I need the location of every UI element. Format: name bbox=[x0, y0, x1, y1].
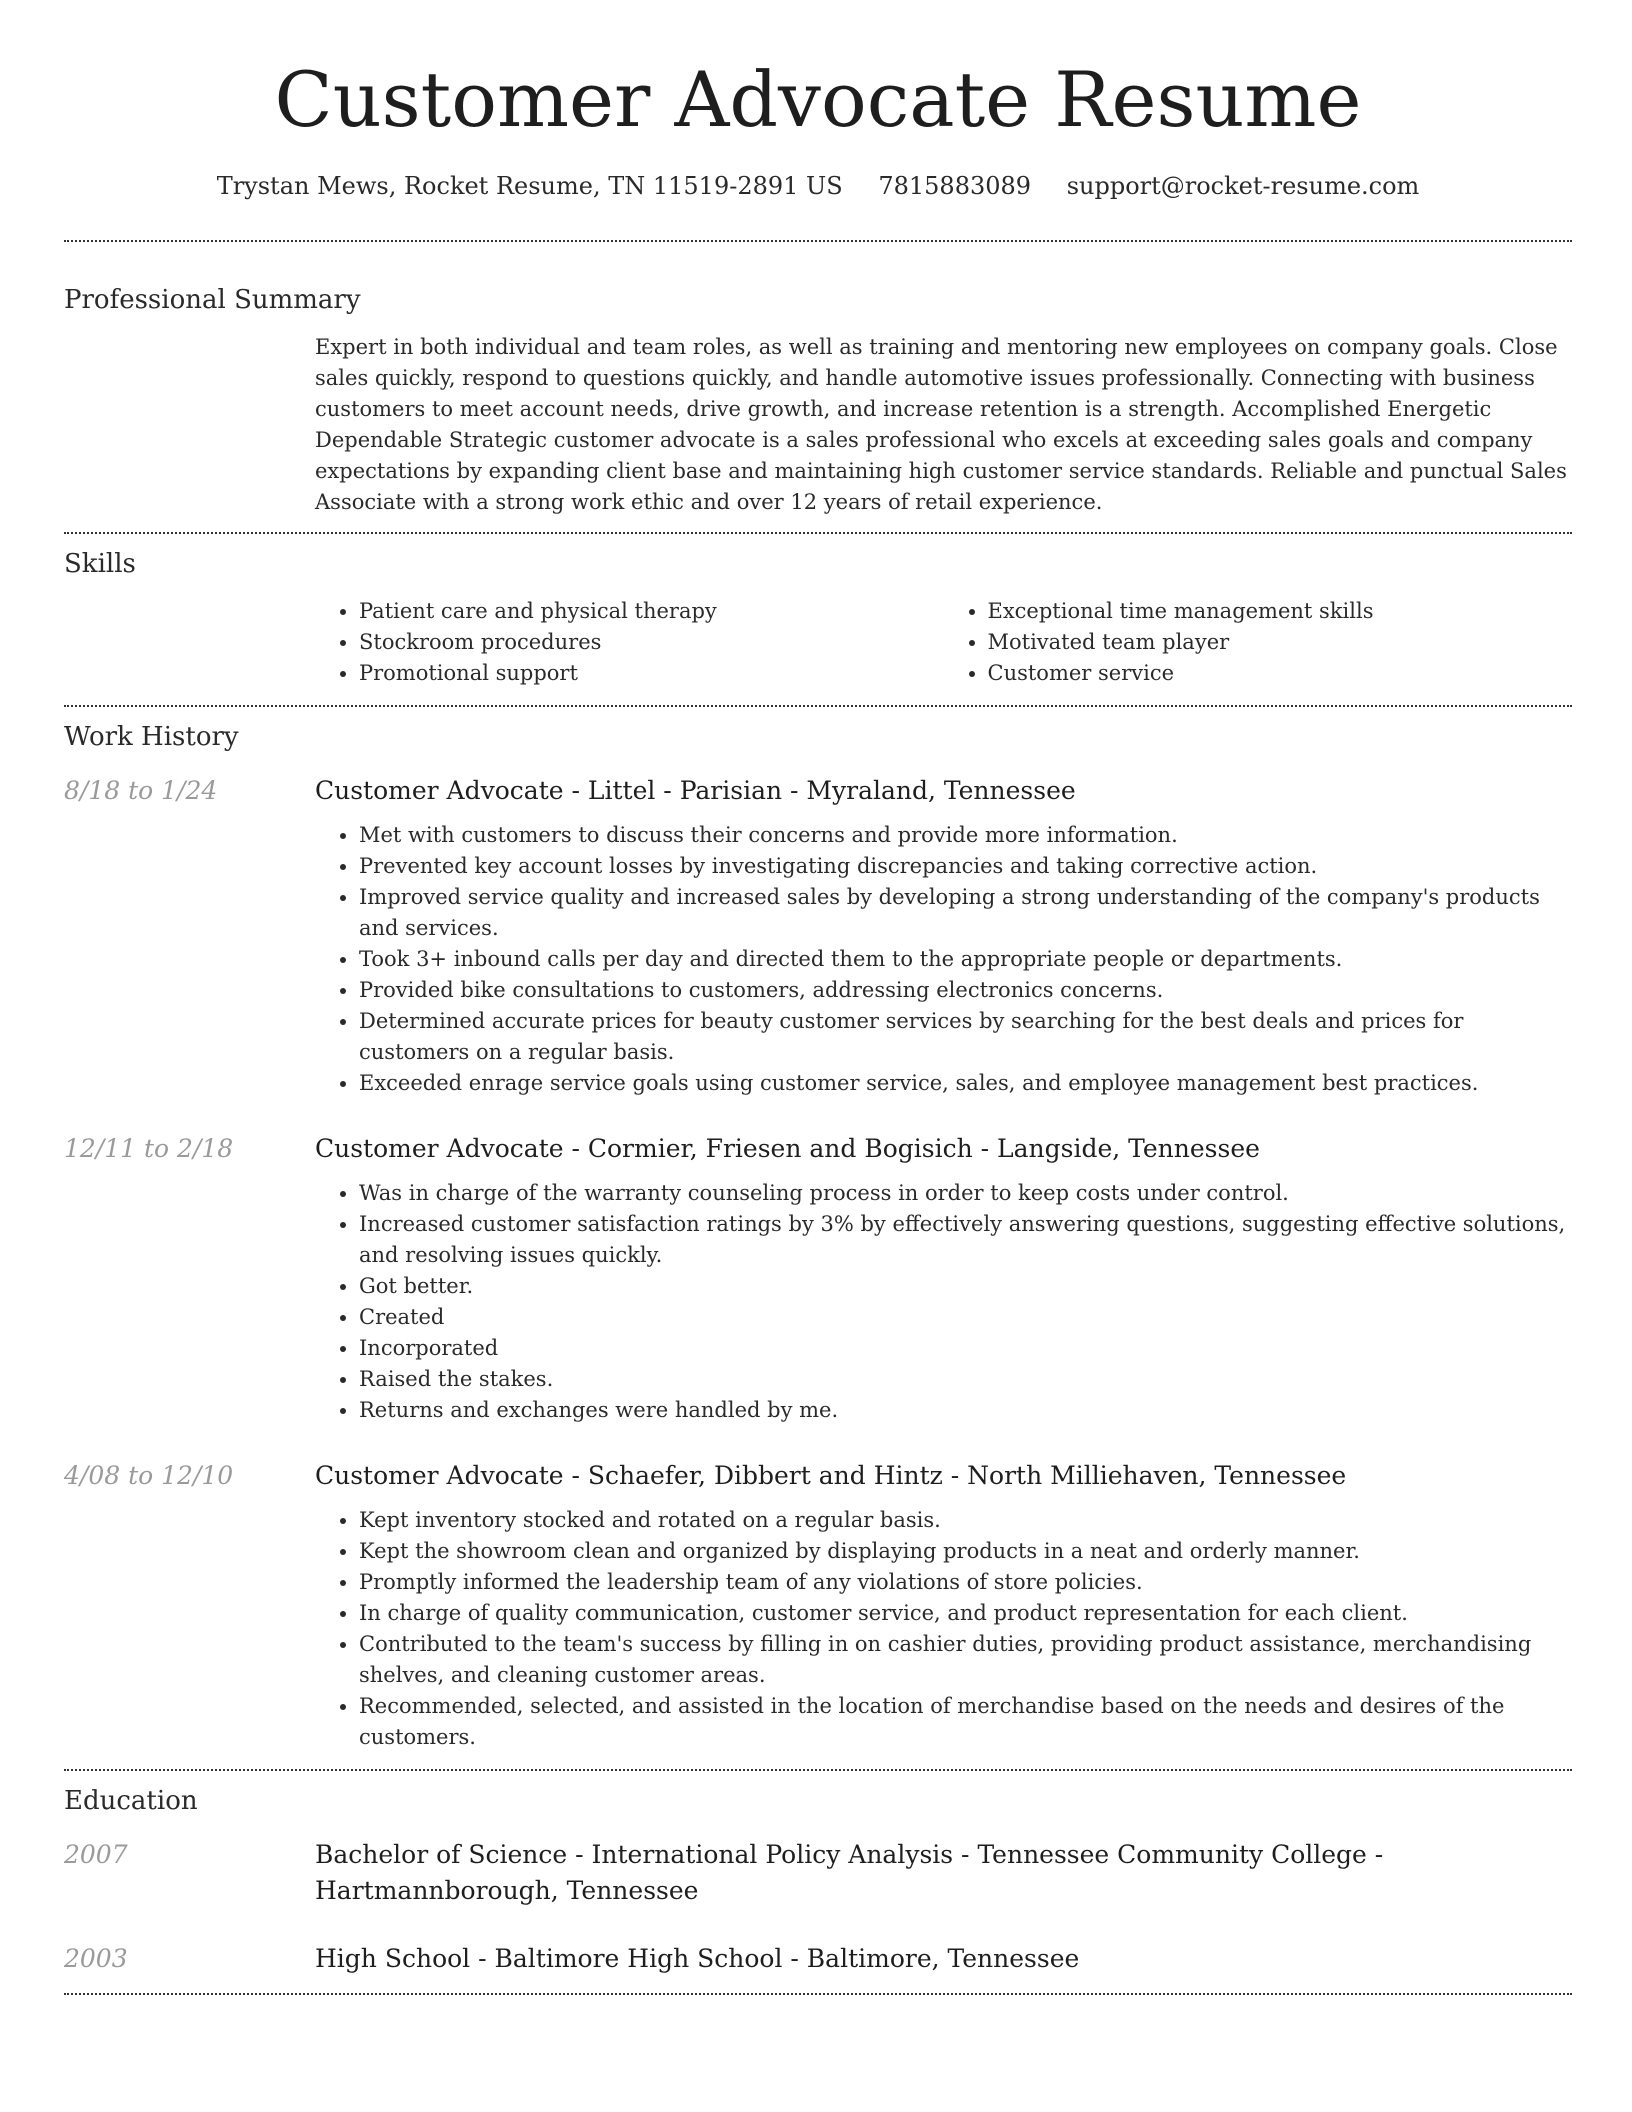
job-bullet: • Returns and exchanges were handled by me. bbox=[359, 1395, 1572, 1426]
education-heading: Education bbox=[64, 1786, 198, 1816]
contact-address: Trystan Mews, Rocket Resume, TN 11519-2891 US bbox=[216, 172, 843, 200]
work-section bbox=[64, 707, 1572, 1753]
summary-heading: Professional Summary bbox=[64, 285, 361, 315]
education-entry bbox=[64, 1837, 1572, 1909]
education-title: Bachelor of Science - International Policy Analysis - Tennessee Community College - Hartmannborough, Tennessee bbox=[315, 1840, 1384, 1905]
job-bullet: • Kept the showroom clean and organized by displaying products in a neat and orderly manner. bbox=[359, 1536, 1572, 1567]
skill-item: • Exceptional time management skills bbox=[988, 596, 1573, 627]
skill-item: • Patient care and physical therapy bbox=[359, 596, 944, 627]
contact-email: support@rocket-resume.com bbox=[1066, 172, 1420, 200]
education-entry bbox=[64, 1941, 1572, 1977]
job-date: 12/11 to 2/18 bbox=[64, 1134, 234, 1163]
job-bullet: • Improved service quality and increased sales by developing a strong understanding of the company's products and services. bbox=[359, 882, 1572, 944]
skill-item: • Promotional support bbox=[359, 658, 944, 689]
resume-page bbox=[64, 0, 1572, 1995]
education-date: 2007 bbox=[64, 1840, 128, 1869]
skill-item: • Customer service bbox=[988, 658, 1573, 689]
job-title: Customer Advocate - Schaefer, Dibbert and Hintz - North Milliehaven, Tennessee bbox=[315, 1461, 1347, 1490]
skills-heading: Skills bbox=[64, 549, 136, 579]
job-bullet: • Incorporated bbox=[359, 1333, 1572, 1364]
job-title: Customer Advocate - Cormier, Friesen and Bogisich - Langside, Tennessee bbox=[315, 1134, 1260, 1163]
job-bullets bbox=[315, 1505, 1572, 1753]
contact-line bbox=[64, 168, 1572, 204]
job-entry bbox=[64, 1458, 1572, 1753]
job-bullet: • Exceeded enrage service goals using customer service, sales, and employee management best practices. bbox=[359, 1068, 1572, 1099]
job-bullet: • Increased customer satisfaction ratings by 3% by effectively answering questions, suggesting effective solutions, and resolving issues quickly. bbox=[359, 1209, 1572, 1271]
education-date: 2003 bbox=[64, 1944, 128, 1973]
job-bullets bbox=[315, 820, 1572, 1099]
work-heading: Work History bbox=[64, 722, 239, 752]
job-bullet: • Promptly informed the leadership team of any violations of store policies. bbox=[359, 1567, 1572, 1598]
summary-section bbox=[64, 242, 1572, 518]
job-bullet: • Raised the stakes. bbox=[359, 1364, 1572, 1395]
skills-list-right bbox=[944, 596, 1573, 689]
job-entry bbox=[64, 773, 1572, 1099]
education-section bbox=[64, 1771, 1572, 1977]
job-bullet: • Determined accurate prices for beauty customer services by searching for the best deals and prices for customers on a regular basis. bbox=[359, 1006, 1572, 1068]
summary-text: Expert in both individual and team roles, as well as training and mentoring new employees on company goals. Close sales quickly, respond to questions quickly, and handle automotive issues professionally. Connecting with business customers to meet account needs, drive growth, and increase retention is a strength. Accomplished Energetic Dependable Strategic customer advocate is a sales professional who excels at exceeding sales goals and company expectations by expanding client base and maintaining high customer service standards. Reliable and punctual Sales Associate with a strong work ethic and over 12 years of retail experience. bbox=[315, 335, 1567, 514]
job-bullets bbox=[315, 1178, 1572, 1426]
job-bullet: • Provided bike consultations to customers, addressing electronics concerns. bbox=[359, 975, 1572, 1006]
divider bbox=[64, 1993, 1572, 1995]
contact-phone: 7815883089 bbox=[878, 172, 1032, 200]
education-title: High School - Baltimore High School - Baltimore, Tennessee bbox=[315, 1944, 1080, 1973]
job-bullet: • Kept inventory stocked and rotated on a regular basis. bbox=[359, 1505, 1572, 1536]
job-bullet: • Was in charge of the warranty counseling process in order to keep costs under control. bbox=[359, 1178, 1572, 1209]
job-entry bbox=[64, 1131, 1572, 1426]
job-bullet: • Met with customers to discuss their concerns and provide more information. bbox=[359, 820, 1572, 851]
job-bullet: • Created bbox=[359, 1302, 1572, 1333]
job-bullet: • Prevented key account losses by investigating discrepancies and taking corrective action. bbox=[359, 851, 1572, 882]
job-title: Customer Advocate - Littel - Parisian - Myraland, Tennessee bbox=[315, 776, 1076, 805]
job-bullet: • Recommended, selected, and assisted in the location of merchandise based on the needs and desires of the customers. bbox=[359, 1691, 1572, 1753]
job-date: 8/18 to 1/24 bbox=[64, 776, 218, 805]
job-bullet: • Took 3+ inbound calls per day and directed them to the appropriate people or departments. bbox=[359, 944, 1572, 975]
skills-list-left bbox=[315, 596, 944, 689]
skills-section bbox=[64, 534, 1572, 689]
skill-item: • Stockroom procedures bbox=[359, 627, 944, 658]
job-bullet: • Got better. bbox=[359, 1271, 1572, 1302]
job-bullet: • In charge of quality communication, customer service, and product representation for each client. bbox=[359, 1598, 1572, 1629]
job-date: 4/08 to 12/10 bbox=[64, 1461, 234, 1490]
skill-item: • Motivated team player bbox=[988, 627, 1573, 658]
resume-title: Customer Advocate Resume bbox=[274, 55, 1362, 144]
job-bullet: • Contributed to the team's success by filling in on cashier duties, providing product assistance, merchandising shelves, and cleaning customer areas. bbox=[359, 1629, 1572, 1691]
